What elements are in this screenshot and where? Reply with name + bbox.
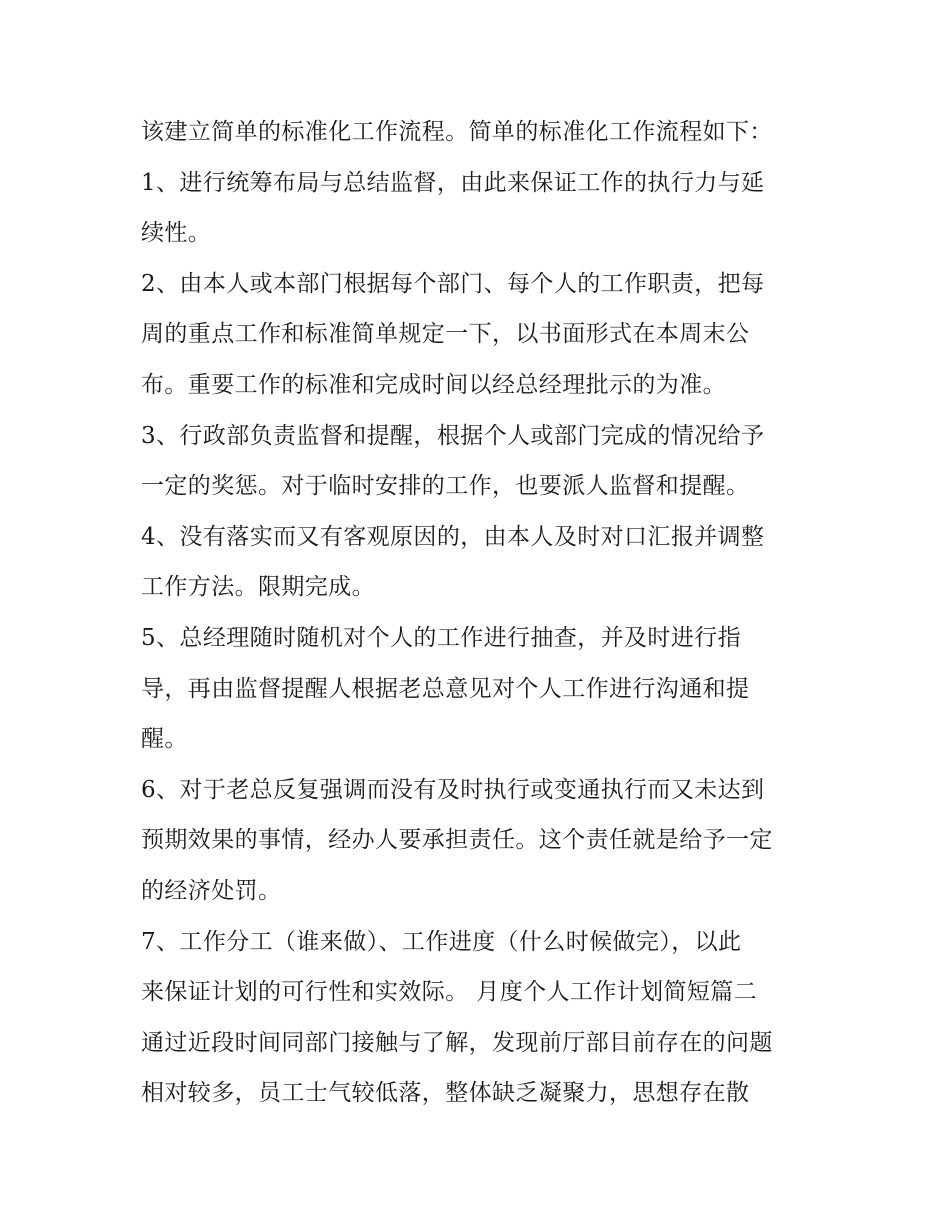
text-line: 周的重点工作和标准简单规定一下，以书面形式在本周末公 — [141, 321, 750, 348]
document-body — [141, 107, 821, 1119]
text-line: 布。重要工作的标准和完成时间以经总经理批示的为准。 — [141, 371, 726, 398]
text-line: 相对较多，员工士气较低落，整体缺乏凝聚力，思想存在散 — [141, 1080, 750, 1107]
text-line: 4、没有落实而又有客观原因的，由本人及时对口汇报并调整 — [141, 523, 765, 550]
text-line: 醒。 — [141, 726, 188, 753]
text-line: 该建立简单的标准化工作流程。简单的标准化工作流程如下： — [141, 119, 773, 145]
text-line: 通过近段时间同部门接触与了解，发现前厅部目前存在的问题 — [141, 1029, 773, 1056]
text-line: 来保证计划的可行性和实效际。 月度个人工作计划简短篇二 — [141, 979, 758, 1006]
text-line: 续性。 — [141, 220, 212, 247]
text-line: 7、工作分工（谁来做）、工作进度（什么时候做完），以此 — [141, 928, 742, 955]
text-line: 1、进行统筹布局与总结监督，由此来保证工作的执行力与延 — [141, 169, 765, 196]
text-line: 预期效果的事情，经办人要承担责任。这个责任就是给予一定 — [141, 827, 773, 854]
text-line: 的经济处罚。 — [141, 877, 282, 904]
text-line: 3、行政部负责监督和提醒，根据个人或部门完成的情况给予 — [141, 422, 765, 449]
text-line: 5、总经理随时随机对个人的工作进行抽查，并及时进行指 — [141, 624, 742, 651]
text-line: 2、由本人或本部门根据每个部门、每个人的工作职责，把每 — [141, 270, 765, 297]
text-line: 6、对于老总反复强调而没有及时执行或变通执行而又未达到 — [141, 776, 765, 803]
text-line: 一定的奖惩。对于临时安排的工作，也要派人监督和提醒。 — [141, 473, 750, 500]
text-line: 导，再由监督提醒人根据老总意见对个人工作进行沟通和提 — [141, 675, 750, 702]
text-line: 工作方法。限期完成。 — [141, 574, 375, 601]
